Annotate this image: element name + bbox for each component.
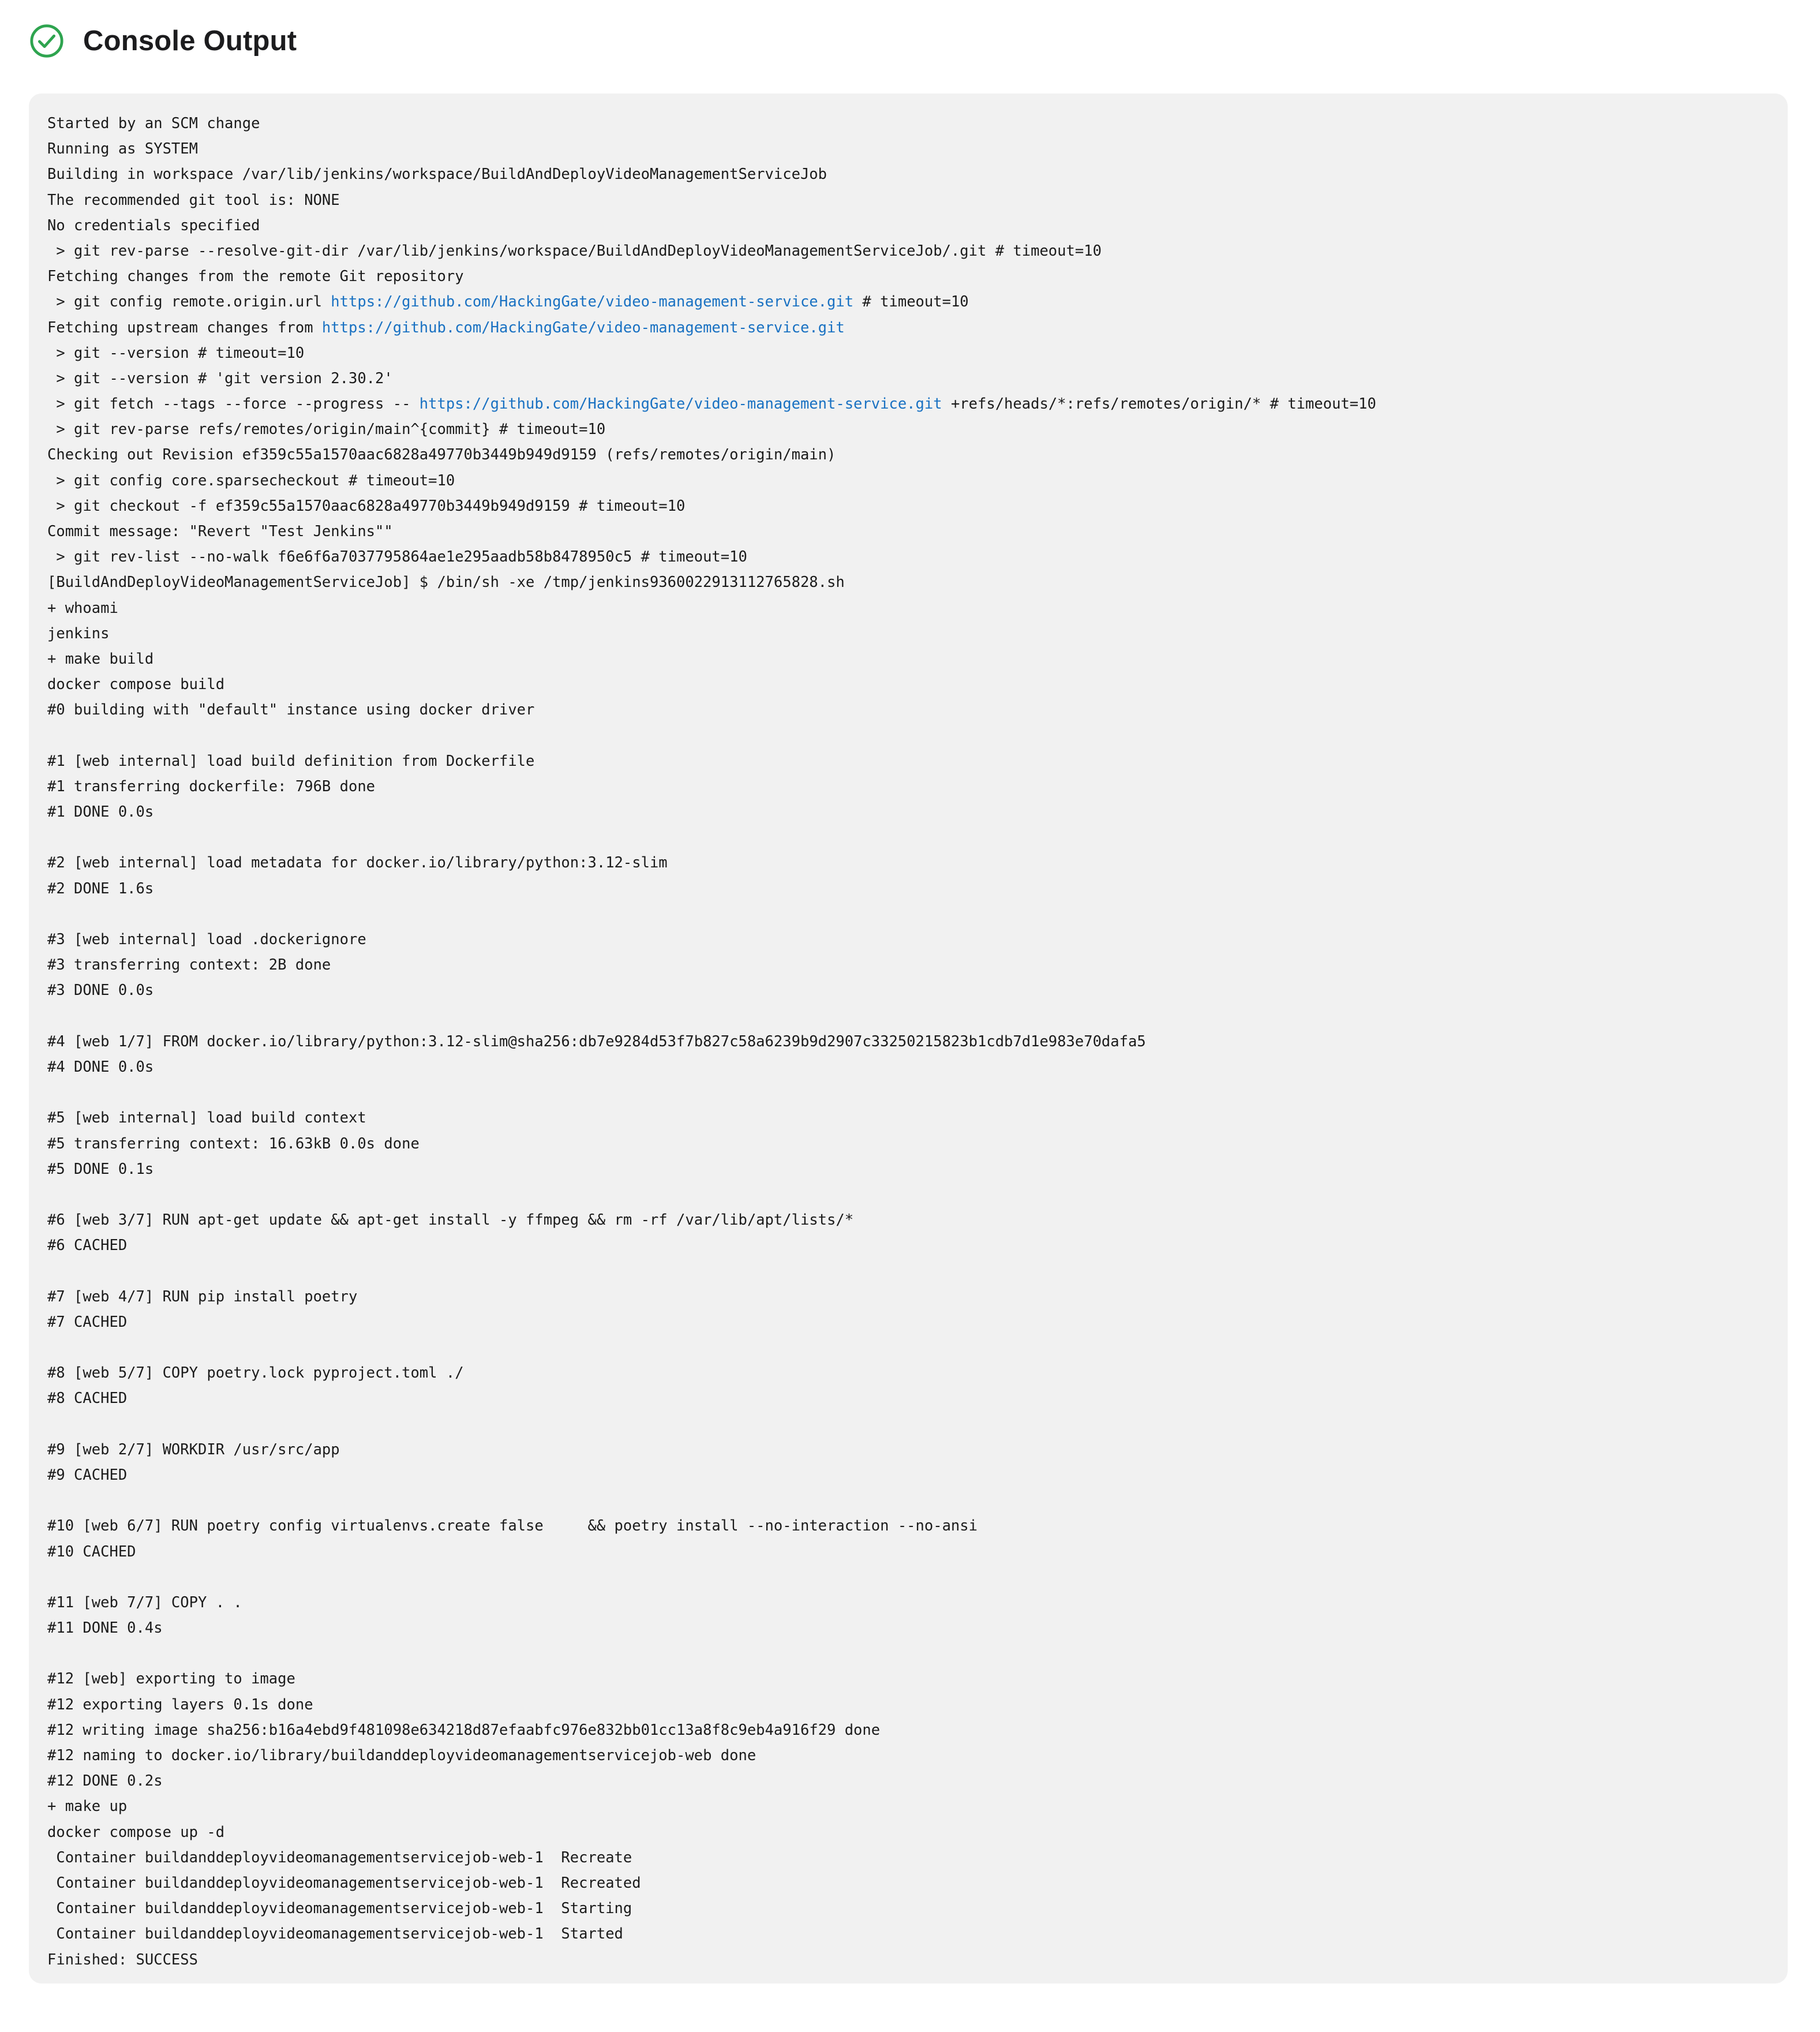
console-text: #3 DONE 0.0s (47, 982, 154, 1000)
console-line (47, 1565, 1788, 1590)
console-line (47, 1105, 1788, 1131)
console-line (47, 1182, 1788, 1207)
console-text: #7 [web 4/7] RUN pip install poetry (47, 1288, 358, 1305)
console-text: + whoami (47, 599, 118, 617)
console-text: > git checkout -f ef359c55a1570aac6828a49770b3449b949d9159 # timeout=10 (47, 497, 686, 515)
console-line (47, 366, 1788, 391)
console-text: Running as SYSTEM (47, 140, 198, 158)
console-text: #4 [web 1/7] FROM docker.io/library/python:3.12-slim@sha256:db7e9284d53f7b827c58a6239b9d2907c33250215823b1cdb7d1e983e70dafa5 (47, 1032, 1146, 1050)
console-line (47, 978, 1788, 1003)
console-text: docker compose build (47, 676, 225, 694)
console-text: Container buildanddeployvideomanagementservicejob-web-1 Recreated (47, 1874, 641, 1892)
console-line (47, 1794, 1788, 1819)
console-line (47, 596, 1788, 621)
console-text: #0 building with "default" instance using docker driver (47, 701, 535, 719)
console-line (47, 1513, 1788, 1539)
console-line (47, 1131, 1788, 1157)
console-line (47, 1488, 1788, 1513)
console-text: #9 [web 2/7] WORKDIR /usr/src/app (47, 1440, 340, 1458)
console-text: #10 CACHED (47, 1543, 136, 1561)
console-line (47, 570, 1788, 595)
console-text: > git config remote.origin.url (47, 293, 331, 311)
console-text: Finished: SUCCESS (47, 1951, 198, 1969)
console-text: #3 transferring context: 2B done (47, 956, 331, 974)
console-line (47, 136, 1788, 162)
console-text: The recommended git tool is: NONE (47, 191, 340, 209)
console-text: Commit message: "Revert "Test Jenkins"" (47, 523, 393, 540)
console-text: Fetching upstream changes from (47, 319, 322, 336)
console-line (47, 1233, 1788, 1258)
console-line (47, 1080, 1788, 1105)
console-line (47, 1004, 1788, 1029)
console-line (47, 1615, 1788, 1641)
console-text: #6 CACHED (47, 1237, 128, 1255)
console-line (47, 1743, 1788, 1768)
console-line (47, 468, 1788, 493)
console-text: #12 naming to docker.io/library/buildanddeployvideomanagementservicejob-web done (47, 1747, 757, 1764)
success-check-icon (29, 23, 65, 59)
console-line (47, 825, 1788, 850)
console-text: #1 transferring dockerfile: 796B done (47, 777, 376, 795)
console-line (47, 1768, 1788, 1794)
console-line (47, 1309, 1788, 1335)
console-text: > git fetch --tags --force --progress -- (47, 395, 420, 413)
console-line (47, 1437, 1788, 1462)
console-line (47, 1870, 1788, 1896)
console-line (47, 315, 1788, 340)
console-line (47, 1258, 1788, 1283)
console-text: docker compose up -d (47, 1823, 225, 1841)
console-text: Container buildanddeployvideomanagementservicejob-web-1 Recreate (47, 1848, 632, 1866)
console-line (47, 442, 1788, 467)
console-line (47, 493, 1788, 519)
repository-link[interactable]: https://github.com/HackingGate/video-management-service.git (419, 395, 942, 413)
console-text: > git --version # 'git version 2.30.2' (47, 369, 393, 387)
console-line (47, 1590, 1788, 1615)
console-line (47, 1666, 1788, 1692)
console-text: #8 [web 5/7] COPY poetry.lock pyproject.toml ./ (47, 1364, 464, 1382)
console-text: + make up (47, 1798, 128, 1816)
console-text: #5 transferring context: 16.63kB 0.0s done (47, 1135, 420, 1152)
console-line (47, 289, 1788, 315)
console-text: + make build (47, 650, 154, 668)
console-line (47, 1717, 1788, 1743)
console-text: #5 DONE 0.1s (47, 1160, 154, 1178)
console-line (47, 1284, 1788, 1309)
console-line (47, 901, 1788, 927)
console-text: #11 DONE 0.4s (47, 1619, 163, 1637)
console-line (47, 1029, 1788, 1054)
console-text: [BuildAndDeployVideoManagementServiceJob] $ /bin/sh -xe /tmp/jenkins9360022913112765828.sh (47, 574, 845, 592)
console-text: Container buildanddeployvideomanagementservicejob-web-1 Started (47, 1925, 623, 1943)
page-title: Console Output (83, 25, 297, 57)
repository-link[interactable]: https://github.com/HackingGate/video-management-service.git (321, 319, 845, 336)
console-line (47, 162, 1788, 187)
console-text: #4 DONE 0.0s (47, 1058, 154, 1076)
console-text: #11 [web 7/7] COPY . . (47, 1593, 242, 1611)
console-text: Building in workspace /var/lib/jenkins/workspace/BuildAndDeployVideoManagementServiceJob (47, 166, 827, 184)
console-text: +refs/heads/*:refs/remotes/origin/* # timeout=10 (942, 395, 1376, 413)
console-text: #8 CACHED (47, 1390, 128, 1408)
console-line (47, 1207, 1788, 1233)
console-line (47, 1921, 1788, 1947)
console-text: #5 [web internal] load build context (47, 1109, 366, 1127)
console-text: Checking out Revision ef359c55a1570aac6828a49770b3449b949d9159 (refs/remotes/origin/main) (47, 446, 836, 464)
console-text: #10 [web 6/7] RUN poetry config virtualenvs.create false && poetry install --no-interaction --no-ansi (47, 1517, 978, 1535)
console-line (47, 1462, 1788, 1488)
console-text: > git rev-parse refs/remotes/origin/main^{commit} # timeout=10 (47, 421, 606, 439)
console-line (47, 672, 1788, 697)
console-text: > git rev-list --no-walk f6e6f6a7037795864ae1e295aadb58b8478950c5 # timeout=10 (47, 548, 747, 566)
console-text: > git rev-parse --resolve-git-dir /var/lib/jenkins/workspace/BuildAndDeployVideoManagementServiceJob/.git # timeout=10 (47, 242, 1102, 260)
console-line (47, 646, 1788, 672)
console-text: jenkins (47, 624, 110, 642)
console-text: > git config core.sparsecheckout # timeout=10 (47, 471, 455, 489)
console-line (47, 417, 1788, 442)
console-line (47, 927, 1788, 952)
console-line (47, 850, 1788, 875)
console-output-panel (29, 93, 1788, 1984)
console-line (47, 621, 1788, 646)
console-line (47, 264, 1788, 289)
console-text: #1 DONE 0.0s (47, 803, 154, 821)
console-line (47, 697, 1788, 723)
console-text: No credentials specified (47, 216, 260, 234)
console-line (47, 1335, 1788, 1360)
console-line (47, 1360, 1788, 1386)
console-line (47, 1641, 1788, 1666)
repository-link[interactable]: https://github.com/HackingGate/video-management-service.git (331, 293, 854, 311)
console-text: #6 [web 3/7] RUN apt-get update && apt-get install -y ffmpeg && rm -rf /var/lib/apt/lists/* (47, 1211, 854, 1229)
console-text: #12 DONE 0.2s (47, 1772, 163, 1790)
console-text: #12 [web] exporting to image (47, 1670, 295, 1688)
console-line (47, 1386, 1788, 1411)
console-line (47, 238, 1788, 264)
console-line (47, 1820, 1788, 1845)
console-line (47, 774, 1788, 799)
console-text: #7 CACHED (47, 1313, 128, 1331)
console-text: #1 [web internal] load build definition from Dockerfile (47, 752, 535, 770)
console-line (47, 749, 1788, 774)
console-text: #3 [web internal] load .dockerignore (47, 931, 366, 948)
console-line (47, 876, 1788, 901)
console-text: Container buildanddeployvideomanagementservicejob-web-1 Starting (47, 1900, 632, 1918)
console-line (47, 1845, 1788, 1870)
console-text: #2 [web internal] load metadata for docker.io/library/python:3.12-slim (47, 854, 668, 872)
console-line (47, 111, 1788, 136)
console-output-header (29, 21, 297, 61)
console-line (47, 1157, 1788, 1182)
console-line (47, 952, 1788, 978)
console-line (47, 1054, 1788, 1080)
console-text: #2 DONE 1.6s (47, 880, 154, 897)
console-line (47, 1947, 1788, 1973)
console-line (47, 1896, 1788, 1921)
console-text: Started by an SCM change (47, 115, 260, 132)
console-line (47, 1539, 1788, 1565)
console-line (47, 188, 1788, 213)
console-text: > git --version # timeout=10 (47, 344, 305, 362)
console-line (47, 391, 1788, 417)
console-text: #12 writing image sha256:b16a4ebd9f481098e634218d87efaabfc976e832bb01cc13a8f8c9eb4a916f29 done (47, 1721, 881, 1739)
console-line (47, 1412, 1788, 1437)
console-line (47, 544, 1788, 570)
console-line (47, 723, 1788, 749)
console-line (47, 519, 1788, 544)
console-line (47, 213, 1788, 238)
console-line (47, 340, 1788, 366)
console-text: # timeout=10 (853, 293, 969, 311)
console-line (47, 799, 1788, 825)
console-line (47, 1692, 1788, 1717)
console-text: #12 exporting layers 0.1s done (47, 1696, 313, 1713)
console-text: Fetching changes from the remote Git repository (47, 268, 464, 286)
console-text: #9 CACHED (47, 1466, 128, 1484)
